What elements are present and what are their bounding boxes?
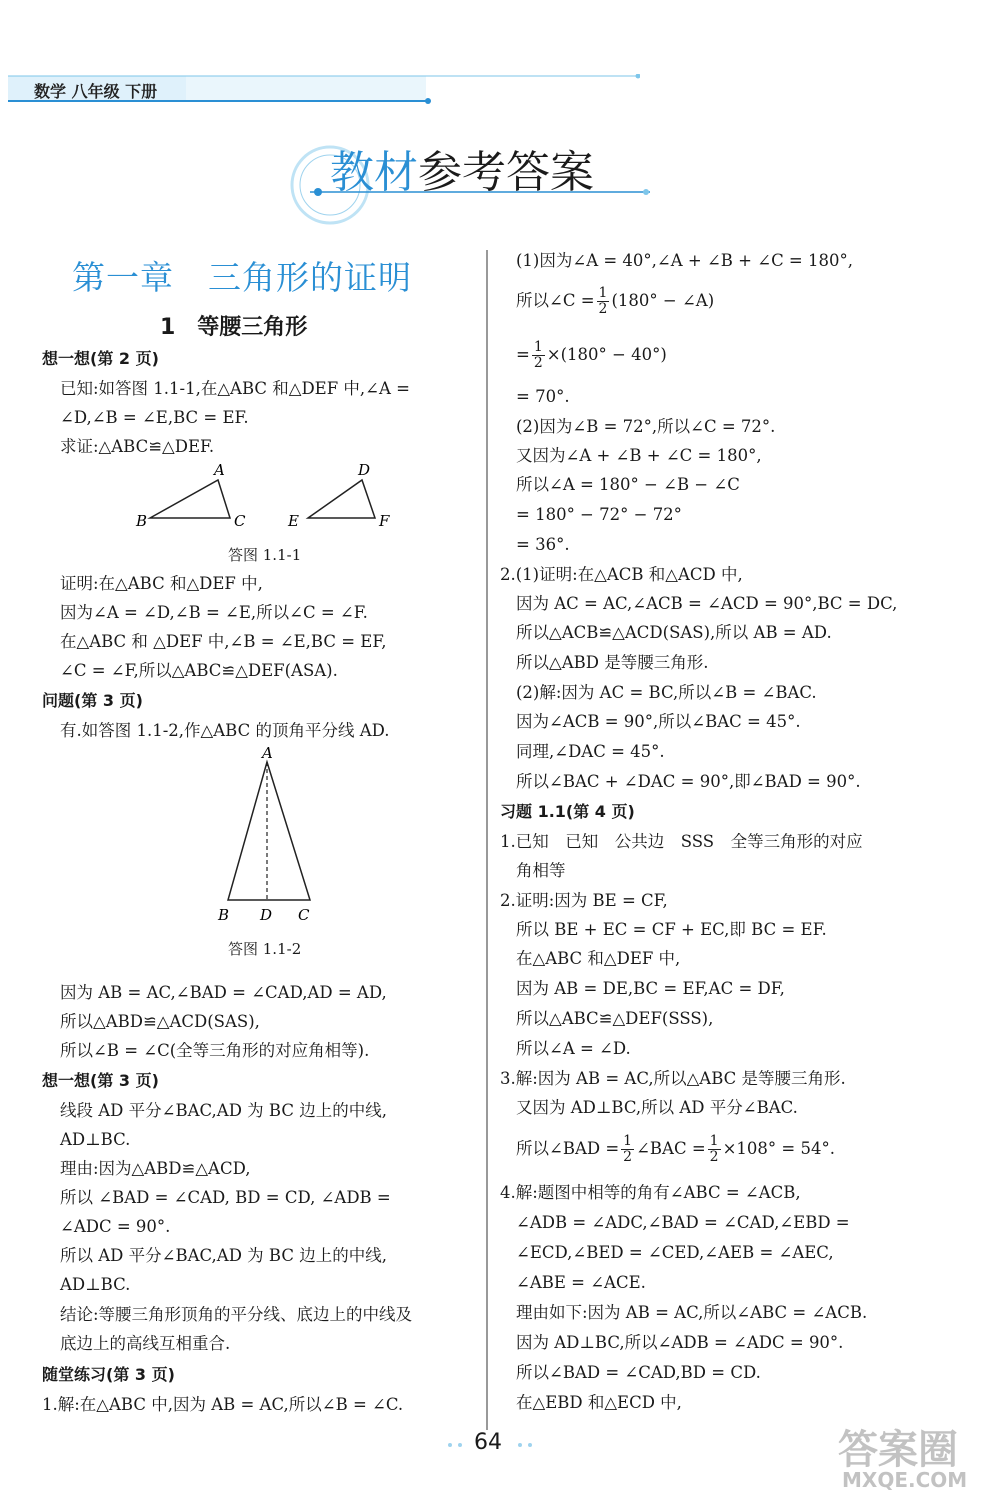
label-E: E [288, 512, 299, 530]
heading-think-p3: 想一想(第 3 页) [42, 1071, 159, 1090]
label-C: C [234, 512, 246, 530]
text-line: = 180° − 72° − 72° [516, 505, 682, 524]
text-line: 所以∠A = ∠D. [516, 1039, 631, 1058]
watermark-logo: 答案圈 [838, 1427, 958, 1473]
text-line: 在△EBD 和△ECD 中, [516, 1393, 682, 1412]
text-line: 所以∠B = ∠C(全等三角形的对应角相等). [60, 1041, 370, 1060]
figure-1-1-1 [130, 458, 400, 538]
text-line: (1)因为∠A = 40°,∠A + ∠B + ∠C = 180°, [516, 251, 853, 270]
heading-think-p2: 想一想(第 2 页) [42, 349, 159, 368]
fraction-denominator: 2 [598, 301, 608, 317]
text-line: 所以△ABD≌△ACD(SAS), [60, 1012, 260, 1031]
fraction-numerator: 1 [623, 1133, 633, 1149]
text-line: AD⊥BC. [60, 1275, 131, 1294]
text-line: 所以∠A = 180° − ∠B − ∠C [516, 475, 740, 494]
text-line: ∠ECD,∠BED = ∠CED,∠AEB = ∠AEC, [516, 1243, 834, 1262]
figure-caption: 答图 1.1-1 [228, 546, 302, 564]
label-A: A [214, 461, 225, 479]
text-line: = 70°. [516, 387, 570, 406]
text-line: 理由如下:因为 AB = AC,所以∠ABC = ∠ACB. [516, 1303, 868, 1322]
text-line: 所以∠BAD = ∠CAD,BD = CD. [516, 1363, 761, 1382]
text-line: ∠ADB = ∠ADC,∠BAD = ∠CAD,∠EBD = [516, 1213, 850, 1232]
text-line: 同理,∠DAC = 45°. [516, 742, 665, 761]
text-line: 又因为 AD⊥BC,所以 AD 平分∠BAC. [516, 1098, 798, 1117]
text-line: 2.证明:因为 BE = CF, [500, 891, 668, 910]
heading-problem-p3: 问题(第 3 页) [42, 691, 143, 710]
text-line: 因为 AB = AC,∠BAD = ∠CAD,AD = AD, [60, 983, 387, 1002]
text-line: 所以∠BAC + ∠DAC = 90°,即∠BAD = 90°. [516, 772, 861, 791]
page-number: 64 [474, 1430, 502, 1455]
equation-line [516, 1134, 835, 1165]
text-line: ∠C = ∠F,所以△ABC≌△DEF(ASA). [60, 661, 338, 680]
equation-line [516, 286, 714, 317]
eq-text: (180° − ∠A) [611, 291, 715, 310]
heading-exercise-1-1: 习题 1.1(第 4 页) [500, 802, 635, 821]
text-line: 因为∠A = ∠D,∠B = ∠E,所以∠C = ∠F. [60, 603, 368, 622]
text-line: 2.(1)证明:在△ACB 和△ACD 中, [500, 565, 743, 584]
column-divider [486, 250, 488, 1430]
text-line: 因为 AD⊥BC,所以∠ADB = ∠ADC = 90°. [516, 1333, 844, 1352]
text-line: 所以△ACB≌△ACD(SAS),所以 AB = AD. [516, 623, 832, 642]
text-line: 因为∠ACB = 90°,所以∠BAC = 45°. [516, 712, 801, 731]
text-line: 角相等 [516, 861, 566, 880]
text-line: 线段 AD 平分∠BAC,AD 为 BC 边上的中线, [60, 1101, 387, 1120]
fraction [532, 340, 545, 371]
fraction [708, 1134, 721, 1165]
eq-text: 所以∠BAD = [516, 1139, 620, 1158]
label-C: C [298, 906, 310, 924]
text-line: 理由:因为△ABD≌△ACD, [60, 1159, 251, 1178]
text-line: 因为 AB = DE,BC = EF,AC = DF, [516, 979, 785, 998]
text-line: 在△ABC 和△DEF 中, [516, 949, 681, 968]
eq-text: ×108° = 54°. [722, 1139, 835, 1158]
title-part-blue: 教材 [330, 147, 418, 198]
fraction-numerator: 1 [598, 285, 608, 301]
text-line: (2)解:因为 AC = BC,所以∠B = ∠BAC. [516, 683, 817, 702]
title-part-black: 参考答案 [418, 147, 594, 198]
text-line: 所以△ABC≌△DEF(SSS), [516, 1009, 714, 1028]
fraction-numerator: 1 [709, 1133, 719, 1149]
text-line: ∠ABE = ∠ACE. [516, 1273, 646, 1292]
label-D: D [358, 461, 371, 479]
label-D: D [260, 906, 273, 924]
fraction-numerator: 1 [533, 339, 543, 355]
eq-text: 所以∠C = [516, 291, 595, 310]
text-line: 在△ABC 和 △DEF 中,∠B = ∠E,BC = EF, [60, 632, 387, 651]
fraction-denominator: 2 [533, 355, 543, 371]
text-line: 1.解:在△ABC 中,因为 AB = AC,所以∠B = ∠C. [42, 1395, 404, 1414]
label-B: B [218, 906, 230, 924]
fraction [621, 1134, 634, 1165]
text-line: ∠D,∠B = ∠E,BC = EF. [60, 408, 249, 427]
text-line: = 36°. [516, 535, 570, 554]
fraction [597, 286, 610, 317]
label-F: F [379, 512, 390, 530]
text-line: ∠ADC = 90°. [60, 1217, 171, 1236]
text-line: 所以△ABD 是等腰三角形. [516, 653, 709, 672]
eq-text: = [516, 345, 530, 364]
text-line: 求证:△ABC≌△DEF. [60, 437, 215, 456]
text-line: 底边上的高线互相重合. [60, 1334, 231, 1353]
figure-1-1-2 [210, 744, 320, 929]
text-line: 1.已知 已知 公共边 SSS 全等三角形的对应 [500, 832, 863, 851]
text-line: 3.解:因为 AB = AC,所以△ABC 是等腰三角形. [500, 1069, 846, 1088]
heading-practice-p3: 随堂练习(第 3 页) [42, 1365, 175, 1384]
page-title [330, 136, 594, 200]
eq-text: ∠BAC = [636, 1139, 706, 1158]
text-line: 4.解:题图中相等的角有∠ABC = ∠ACB, [500, 1183, 801, 1202]
eq-text: ×(180° − 40°) [546, 345, 667, 364]
text-line: 又因为∠A + ∠B + ∠C = 180°, [516, 446, 762, 465]
text-line: AD⊥BC. [60, 1130, 131, 1149]
text-line: 所以 ∠BAD = ∠CAD, BD = CD, ∠ADB = [60, 1188, 391, 1207]
text-line: 结论:等腰三角形顶角的平分线、底边上的中线及 [60, 1305, 413, 1324]
fraction-denominator: 2 [709, 1149, 719, 1165]
text-line: 所以 BE + EC = CF + EC,即 BC = EF. [516, 920, 827, 939]
label-A: A [262, 744, 273, 762]
section-heading: 1 等腰三角形 [160, 315, 308, 340]
text-line: 所以 AD 平分∠BAC,AD 为 BC 边上的中线, [60, 1246, 387, 1265]
text-line: 已知:如答图 1.1-1,在△ABC 和△DEF 中,∠A = [60, 379, 410, 398]
label-B: B [136, 512, 148, 530]
fraction-denominator: 2 [623, 1149, 633, 1165]
watermark-url: MXQE.COM [842, 1468, 968, 1492]
text-line: (2)因为∠B = 72°,所以∠C = 72°. [516, 417, 776, 436]
text-line: 证明:在△ABC 和△DEF 中, [60, 574, 263, 593]
book-title: 数学 八年级 下册 [34, 82, 158, 101]
chapter-heading: 第一章 三角形的证明 [72, 258, 412, 297]
text-line: 有.如答图 1.1-2,作△ABC 的顶角平分线 AD. [60, 721, 390, 740]
figure-caption: 答图 1.1-2 [228, 940, 302, 958]
text-line: 因为 AC = AC,∠ACB = ∠ACD = 90°,BC = DC, [516, 594, 898, 613]
equation-line [516, 340, 667, 371]
